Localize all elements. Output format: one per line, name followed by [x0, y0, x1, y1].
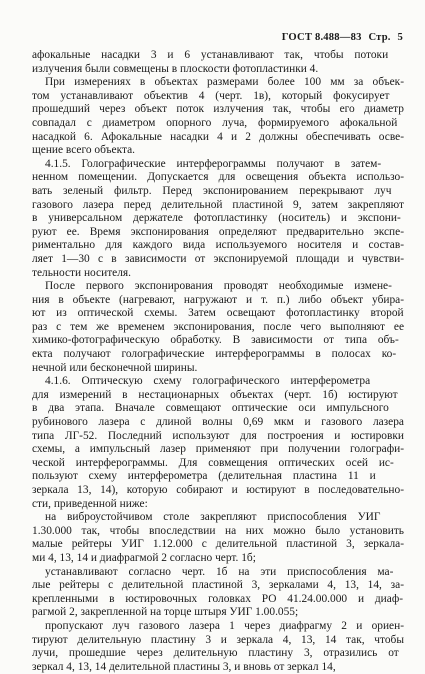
- text-line: екта получают голографические интерферограммы в полосах ко-: [32, 348, 397, 361]
- text-line: ния в объекте (нагревают, нагружают и т. п.) либо объект убира-: [32, 293, 404, 306]
- text-line: рубинового лазера с длиной волны 0,69 мкм и газового лазера: [32, 416, 404, 429]
- text-line: тируют делительную пластину 3 и зеркала 4, 13, 14 так, чтобы: [32, 633, 404, 646]
- text-line: тельности носителя.: [32, 266, 131, 279]
- page-header: [278, 32, 403, 43]
- text-line: малые рейтеры УИГ 1.12.000 с делительной пластиной 3, зеркала-: [32, 538, 404, 551]
- text-line: лые рейтеры с делительной пластиной 3, зеркалами 4, 13, 14, за-: [32, 579, 404, 592]
- text-line: зеркал 4, 13, 14 делительной пластины 3, и вновь от зеркал 14,: [32, 660, 336, 673]
- text-line: ми 4, 13, 14 и диафрагмой 2 согласно черт. 1б;: [32, 551, 256, 564]
- text-line: совпадал с диаметром опорного луча, формируемого афокальной: [32, 116, 398, 129]
- text-line: 4.1.6. Оптическую схему голографического интерферометра: [45, 375, 371, 388]
- text-line: химико-фотографическую обработку. В зависимости от типа объ-: [32, 334, 399, 347]
- text-line: излучения были совмещены в плоскости фотопластинки 4.: [32, 62, 319, 75]
- text-line: ют из оптической схемы. Затем освещают фотопластинку второй: [32, 307, 404, 320]
- text-line: в универсальном держателе фотопластинку (носитель) и экспони-: [32, 212, 401, 225]
- text-line: лучи, прошедшие через делительную пластину 3, отразились от: [32, 647, 399, 660]
- text-line: пропускают луч газового лазера 1 через диафрагму 2 и ориен-: [45, 619, 404, 632]
- text-line: сти, приведенной ниже:: [32, 497, 148, 510]
- standard-number: ГОСТ 8.488—83: [281, 32, 362, 43]
- text-line: 1.30.000 так, чтобы впоследствии на них можно было установить: [32, 524, 404, 537]
- text-line: газового лазера перед делительной пластиной 9, затем закрепляют: [32, 198, 404, 211]
- text-line: прошедший через объект поток излучения так, чтобы его диаметр: [32, 103, 404, 116]
- page-label: Стр.: [368, 32, 391, 43]
- text-line: пользуют схему интерферометра (делительная пластина 11 и: [32, 470, 376, 483]
- text-line: рагмой 2, закрепленной на торце штыря УИГ 1.00.055;: [32, 606, 299, 619]
- text-line: руют ее. Время экспонирования определяют предварительно экспе-: [32, 225, 404, 238]
- text-line: щение всего объекта.: [32, 144, 135, 157]
- text-line: После первого экспонирования проводят необходимые измене-: [45, 280, 392, 293]
- text-line: ляет 1—30 с в зависимости от экспонируемой площади и чувстви-: [32, 252, 404, 265]
- text-line: зеркала 13, 14), которую собирают и юстируют в последовательно-: [32, 484, 404, 496]
- text-line: устанавливают согласно черт. 1б на эти приспособления ма-: [45, 565, 394, 578]
- text-line: вать зеленый фильтр. Перед экспонированием перекрывают луч: [32, 184, 392, 197]
- text-line: на виброустойчивом столе закрепляют приспособления УИГ: [45, 511, 381, 524]
- text-line: ческой интерферограммы. Для совмещения оптических осей ис-: [32, 456, 394, 469]
- text-line: типа ЛГ-52. Последний используют для построения и юстировки: [32, 429, 404, 442]
- text-line: афокальные насадки 3 и 6 устанавливают так, чтобы потоки: [32, 49, 389, 61]
- text-line: том устанавливают объектив 4 (черт. 1в), который фокусирует: [32, 89, 390, 102]
- text-line: раз с тем же временем экспонирования, после чего выполняют ее: [32, 320, 404, 333]
- text-line: При измерениях в объектах размерами более 100 мм за объек-: [45, 76, 404, 89]
- text-line: в два этапа. Вначале совмещают оптические оси импульсного: [32, 402, 389, 415]
- body-text: [32, 49, 404, 674]
- page-number: 5: [397, 32, 403, 43]
- text-line: насадкой 6. Афокальные насадки 4 и 2 должны обеспечивать осве-: [32, 130, 404, 143]
- text-line: крепленными в юстировочных головках РО 41.24.00.000 и диаф-: [32, 592, 404, 605]
- text-line: нечной или бесконечной ширины.: [32, 361, 198, 374]
- text-line: для измерений в нестационарных объектах (черт. 1б) юстируют: [32, 388, 398, 401]
- text-line: 4.1.5. Голографические интерферограммы получают в затем-: [45, 157, 382, 170]
- text-line: схемы, а импульсный лазер применяют при получении голографи-: [32, 443, 404, 456]
- text-line: риментально для каждого вида используемого носителя и состав-: [32, 239, 404, 252]
- text-line: ненном помещении. Допускается для освещения объекта использо-: [32, 171, 404, 184]
